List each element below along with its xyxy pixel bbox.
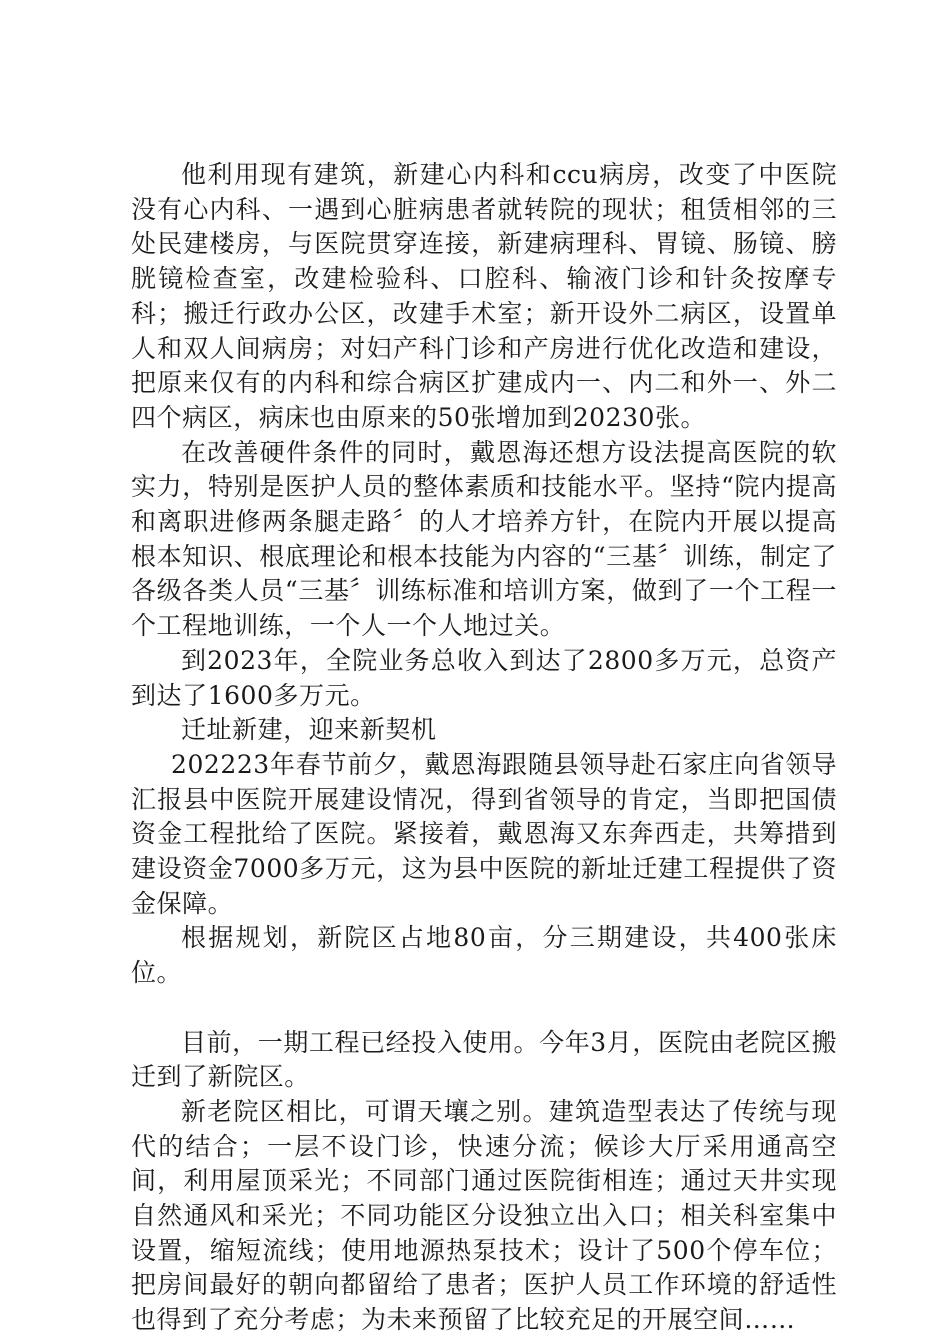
paragraph-gap: [131, 991, 837, 1026]
section-heading: 迁址新建，迎来新契机: [181, 715, 437, 745]
paragraph-comparison: 新老院区相比，可谓天壤之别。建筑造型表达了传统与现代的结合；一层不设门诊，快速分流；候诊大厅采用通高空间，利用屋顶采光；不同部门通过医院街相连；通过天井实现自然通风和采光；不同功能区分设独立出入口；相关科室集中设置，缩短流线；使用地源热泵技术；设计了500个停车位；把房间最好的朝向都留给了患者；医护人员工作环境的舒适性也得到了充分考虑；为未来预留了比较充足的开展空间……: [131, 1096, 837, 1335]
paragraph-planning: 根据规划，新院区占地80亩，分三期建设，共400张床位。: [131, 923, 837, 988]
paragraph-renovation: 他利用现有建筑，新建心内科和ccu病房，改变了中医院没有心内科、一遇到心脏病患者就转院的现状；租赁相邻的三处民建楼房，与医院贯穿连接，新建病理科、胃镜、肠镜、膀胱镜检查室，改建检验科、口腔科、输液门诊和针灸按摩专科；搬迁行政办公区，改建手术室；新开设外二病区，设置单人和双人间病房；对妇产科门诊和产房进行优化改造和建设，把原来仅有的内科和综合病区扩建成内一、内二和外一、外二四个病区，病床也由原来的50张增加到20230张。: [131, 160, 837, 432]
document-body: [131, 158, 837, 1338]
paragraph-revenue: 到2023年，全院业务总收入到达了2800多万元，总资产到达了1600多万元。: [131, 645, 837, 710]
paragraph-funding: 202223年春节前夕，戴恩海跟随县领导赴石家庄向省领导汇报县中医院开展建设情况，得到省领导的肯定，当即把国债资金工程批给了医院。紧接着，戴恩海又东奔西走，共筹措到建设资金7000多万元，这为县中医院的新址迁建工程提供了资金保障。: [131, 749, 837, 918]
paragraph-phase-one: 目前，一期工程已经投入使用。今年3月，医院由老院区搬迁到了新院区。: [131, 1027, 837, 1092]
paragraph-soft-power: 在改善硬件条件的同时，戴恩海还想方设法提高医院的软实力，特别是医护人员的整体素质和技能水平。坚持“院内提高和离职进修两条腿走路〞的人才培养方针，在院内开展以提高根本知识、根底理论和根本技能为内容的“三基〞训练，制定了各级各类人员“三基〞训练标准和培训方案，做到了一个工程一个工程地训练，一个人一个人地过关。: [131, 437, 837, 641]
